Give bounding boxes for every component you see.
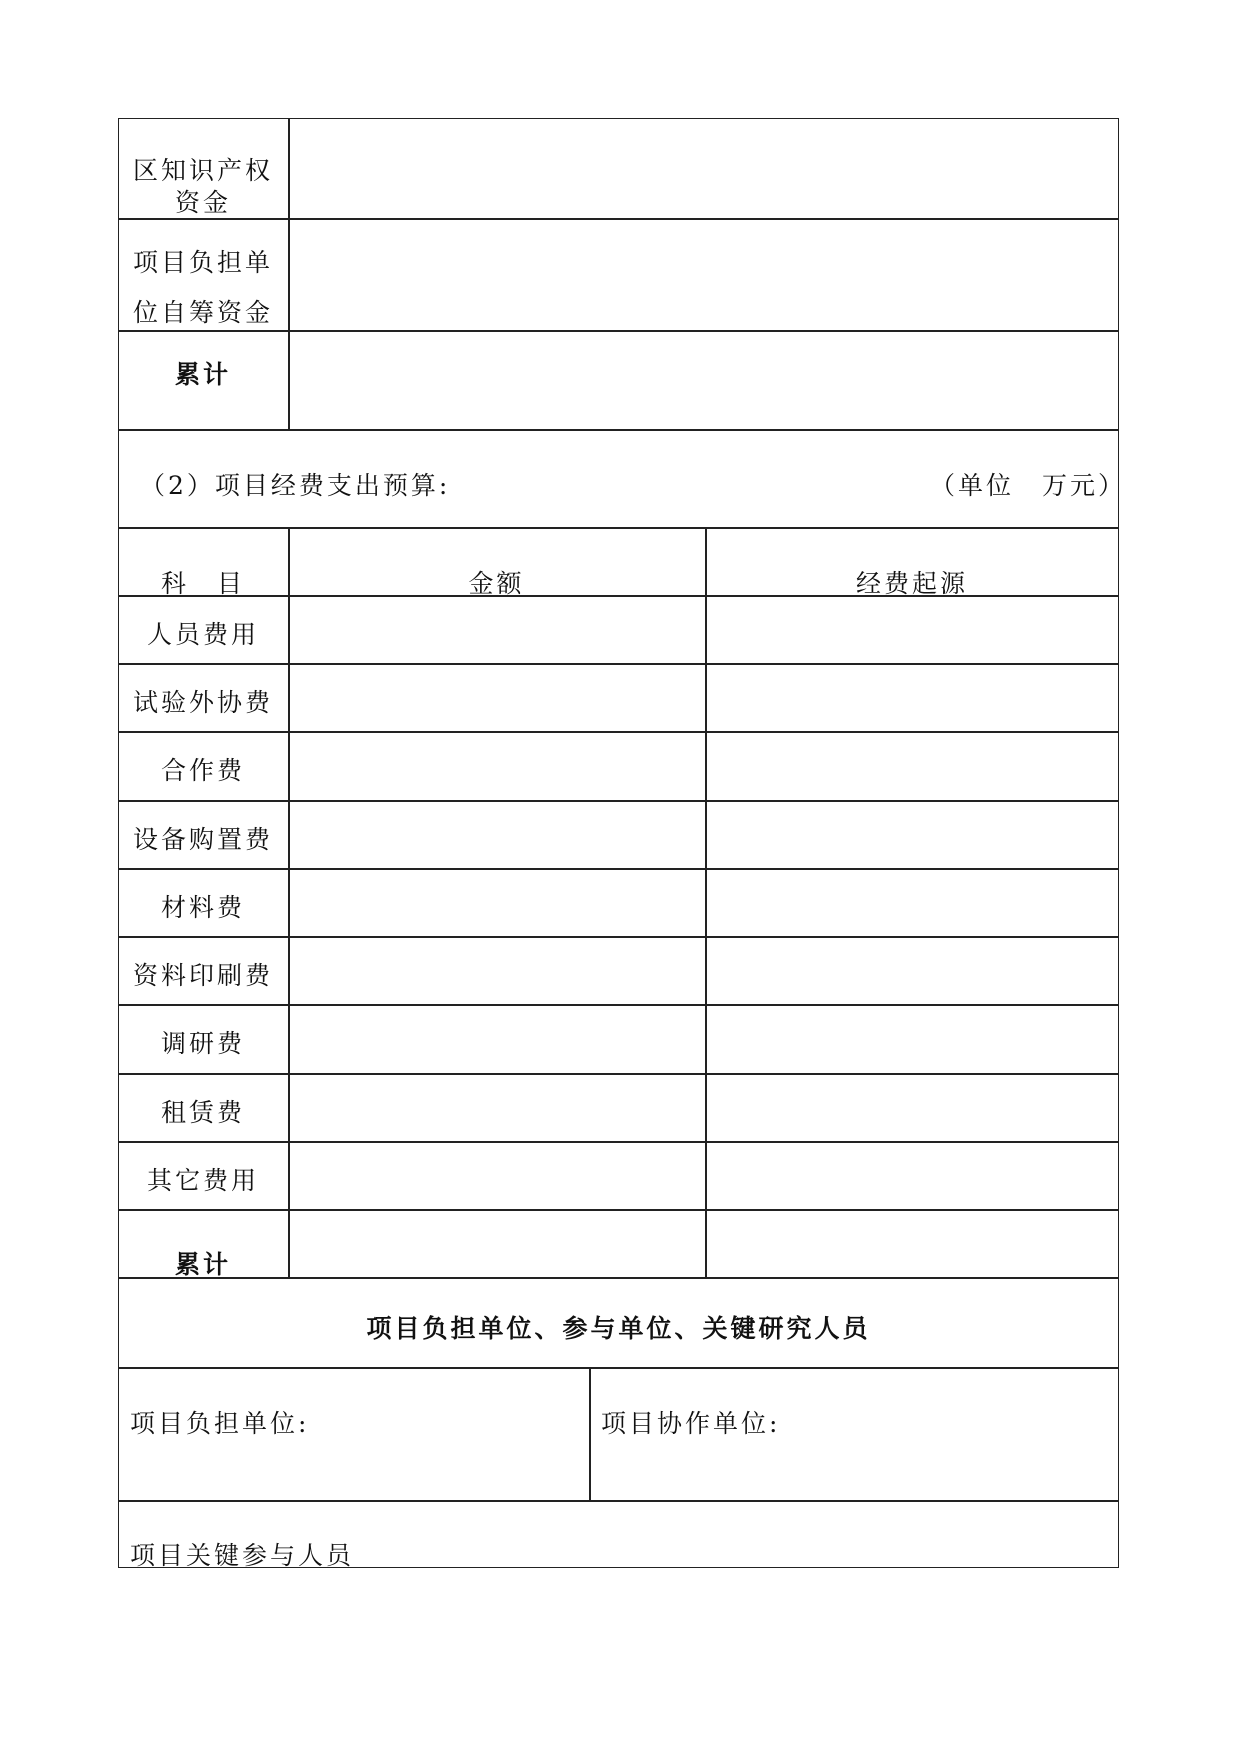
- budget-item-label: 调研费: [160, 1029, 245, 1058]
- row-divider: [118, 1500, 1119, 1502]
- row-divider: [118, 1004, 1119, 1006]
- header-source: 经费起源: [855, 569, 968, 598]
- budget-item-label: 材料费: [160, 893, 245, 922]
- row-divider: [118, 1141, 1119, 1143]
- row-divider: [118, 527, 1119, 529]
- header-amount: 金额: [468, 569, 525, 598]
- label-ip-fund: 区知识产权 资金: [132, 156, 273, 217]
- label-partner-unit: 项目协作单位:: [601, 1409, 781, 1438]
- label-key-staff: 项目关键参与人员: [130, 1541, 355, 1570]
- budget-item-label: 设备购置费: [132, 825, 273, 854]
- budget-item-label: 资料印刷费: [132, 961, 273, 990]
- budget-item-label: 试验外协费: [132, 688, 273, 717]
- budget-unit: （单位 万元）: [930, 471, 1127, 500]
- label-self-fund: 项目负担单 位自筹资金: [132, 248, 273, 327]
- col-divider: [705, 527, 707, 1277]
- budget-item-label: 人员费用: [146, 620, 259, 649]
- budget-item-label: 合作费: [160, 756, 245, 785]
- col-divider: [589, 1367, 591, 1500]
- personnel-title: 项目负担单位、参与单位、关键研究人员: [366, 1314, 871, 1343]
- row-divider: [118, 1073, 1119, 1075]
- row-divider: [118, 663, 1119, 665]
- header-subject: 科 目: [160, 569, 245, 598]
- row-divider: [118, 868, 1119, 870]
- label-funding-total: 累计: [174, 360, 231, 389]
- col-divider: [288, 527, 290, 1277]
- row-divider: [118, 1209, 1119, 1211]
- budget-title: （2）项目经费支出预算:: [140, 471, 451, 500]
- row-divider: [118, 800, 1119, 802]
- row-divider: [118, 936, 1119, 938]
- label-budget-total: 累计: [174, 1250, 231, 1279]
- row-divider: [118, 1367, 1119, 1369]
- budget-item-label: 其它费用: [146, 1166, 259, 1195]
- budget-item-label: 租赁费: [160, 1098, 245, 1127]
- row-divider: [118, 429, 1119, 431]
- col-divider: [288, 118, 290, 429]
- label-lead-unit: 项目负担单位:: [130, 1409, 310, 1438]
- row-divider: [118, 731, 1119, 733]
